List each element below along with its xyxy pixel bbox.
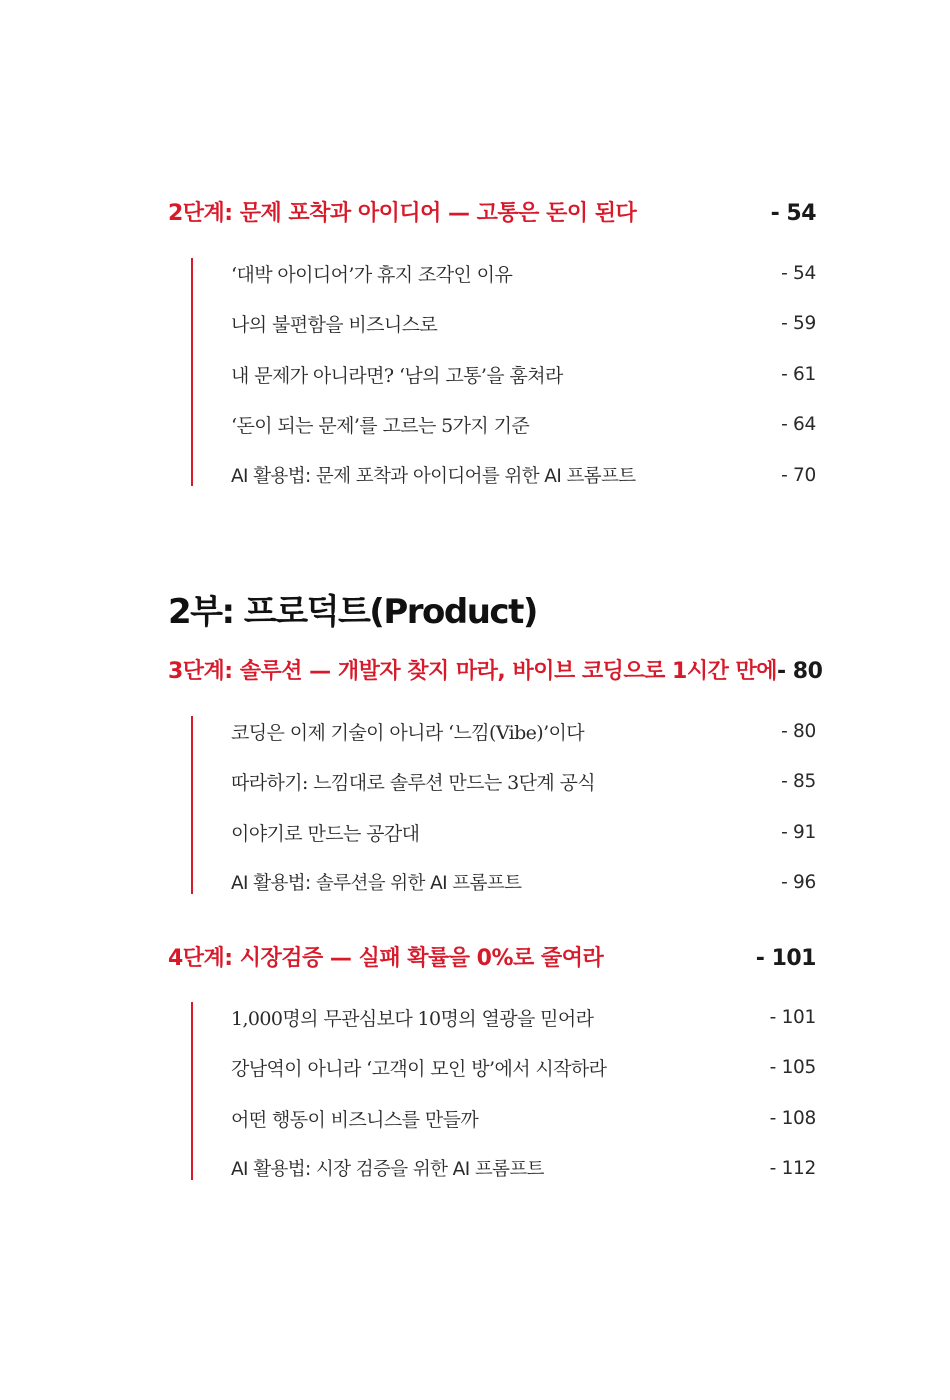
- toc-item[interactable]: [231, 409, 816, 439]
- chapter-page-number: - 54: [770, 201, 816, 226]
- section-list-step-3: [191, 716, 816, 894]
- toc-item-page: - 70: [781, 464, 816, 486]
- accent-bar: [191, 716, 193, 894]
- toc-item[interactable]: [231, 460, 816, 490]
- toc-item-page: - 108: [769, 1107, 816, 1129]
- toc-item-page: - 80: [781, 720, 816, 742]
- accent-bar: [191, 258, 193, 486]
- toc-item-page: - 61: [781, 363, 816, 385]
- toc-item[interactable]: [231, 1002, 816, 1032]
- toc-item-page: - 64: [781, 413, 816, 435]
- toc-item[interactable]: [231, 258, 816, 288]
- toc-item-title: 따라하기: 느낌대로 솔루션 만드는 3단계 공식: [231, 771, 596, 794]
- toc-item-title: AI 활용법: 솔루션을 위한 AI 프롬프트: [231, 873, 522, 894]
- chapter-heading-step-3[interactable]: [168, 654, 823, 685]
- toc-item-title: AI 활용법: 문제 포착과 아이디어를 위한 AI 프롬프트: [231, 466, 636, 487]
- toc-item[interactable]: [231, 766, 816, 796]
- toc-item-title: 강남역이 아니라 ‘고객이 모인 방’에서 시작하라: [231, 1057, 607, 1080]
- toc-item-title: ‘대박 아이디어’가 휴지 조각인 이유: [231, 263, 513, 286]
- toc-item-title: AI 활용법: 시장 검증을 위한 AI 프롬프트: [231, 1159, 544, 1180]
- toc-item[interactable]: [231, 308, 816, 338]
- toc-item[interactable]: [231, 867, 816, 897]
- toc-item-title: 내 문제가 아니라면? ‘남의 고통’을 훔쳐라: [231, 364, 563, 387]
- toc-item-page: - 101: [769, 1006, 816, 1028]
- chapter-heading-step-4[interactable]: [168, 941, 816, 972]
- toc-item-page: - 96: [781, 871, 816, 893]
- toc-item[interactable]: [231, 1103, 816, 1133]
- chapter-title: 4단계: 시장검증 — 실패 확률을 0%로 줄여라: [168, 946, 604, 971]
- toc-item[interactable]: [231, 1153, 816, 1183]
- chapter-page-number: - 80: [777, 659, 823, 684]
- toc-item-title: 이야기로 만드는 공감대: [231, 822, 420, 845]
- toc-item-title: 코딩은 이제 기술이 아니라 ‘느낌(Vibe)’이다: [231, 721, 585, 744]
- toc-item-page: - 105: [769, 1056, 816, 1078]
- toc-item-page: - 59: [781, 312, 816, 334]
- toc-item[interactable]: [231, 1052, 816, 1082]
- toc-item-page: - 54: [781, 262, 816, 284]
- chapter-heading-step-2[interactable]: [168, 196, 816, 227]
- section-list-step-4: [191, 1002, 816, 1180]
- toc-item-title: 어떤 행동이 비즈니스를 만들까: [231, 1108, 479, 1131]
- chapter-title: 2단계: 문제 포착과 아이디어 — 고통은 돈이 된다: [168, 201, 637, 226]
- chapter-title: 3단계: 솔루션 — 개발자 찾지 마라, 바이브 코딩으로 1시간 만에: [168, 659, 778, 684]
- toc-item-title: ‘돈이 되는 문제’를 고르는 5가지 기준: [231, 414, 530, 437]
- toc-item-page: - 85: [781, 770, 816, 792]
- toc-item[interactable]: [231, 359, 816, 389]
- toc-item[interactable]: [231, 817, 816, 847]
- toc-item-page: - 112: [769, 1157, 816, 1179]
- toc-item-page: - 91: [781, 821, 816, 843]
- toc-item-title: 나의 불편함을 비즈니스로: [231, 313, 438, 336]
- section-list-step-2: [191, 258, 816, 486]
- toc-item[interactable]: [231, 716, 816, 746]
- part-heading: 2부: 프로덕트(Product): [168, 592, 537, 632]
- chapter-page-number: - 101: [755, 946, 816, 971]
- accent-bar: [191, 1002, 193, 1180]
- toc-item-title: 1,000명의 무관심보다 10명의 열광을 믿어라: [231, 1007, 594, 1030]
